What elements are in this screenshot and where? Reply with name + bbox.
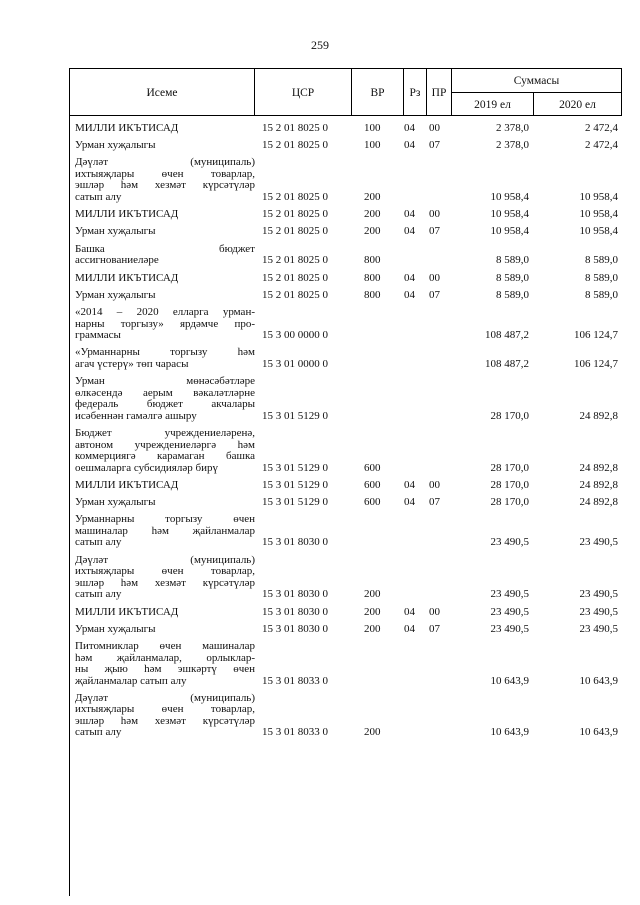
row-value-2020: 8 589,0: [585, 288, 618, 301]
row-name-line: эшләр һәм хезмәт күрсәтүләр: [75, 715, 255, 727]
row-name: [75, 226, 255, 238]
row-name-line: эшләр һәм хезмәт күрсәтүләр: [75, 180, 255, 192]
row-name-line: сатып алу: [75, 589, 122, 601]
row-name-line: исәбеннән гамәлгә ашыру: [75, 410, 197, 422]
row-vr: 200: [364, 208, 381, 221]
table-row: [0, 492, 640, 509]
row-name-line: Урман хуҗалыгы: [75, 226, 156, 238]
row-name: [75, 555, 255, 601]
row-value-2019: 23 490,5: [490, 605, 529, 618]
row-csr: 15 3 01 8033 0: [262, 674, 328, 687]
table-body: [0, 118, 640, 740]
row-csr: 15 3 01 0000 0: [262, 357, 328, 370]
row-name: [75, 641, 255, 687]
row-value-2019: 10 958,4: [490, 208, 529, 221]
table-row: [0, 204, 640, 221]
row-pr: 07: [429, 139, 440, 152]
row-name: [75, 347, 255, 370]
row-name-line: МИЛЛИ ИКЪТИСАД: [75, 209, 179, 221]
table-row: [0, 118, 640, 135]
row-name-line: «Урманнарны торгызу һәм: [75, 347, 255, 359]
row-name: [75, 693, 255, 739]
row-name-line: Дәүләт (муниципаль): [75, 157, 255, 169]
row-pr: 00: [429, 208, 440, 221]
row-name-line: Питомниклар өчен машиналар: [75, 641, 255, 653]
row-value-2020: 2 472,4: [585, 121, 618, 134]
row-name-line: МИЛЛИ ИКЪТИСАД: [75, 479, 179, 491]
row-name: [75, 514, 255, 549]
row-csr: 15 2 01 8025 0: [262, 288, 328, 301]
row-value-2019: 10 958,4: [490, 190, 529, 203]
row-vr: 600: [364, 461, 381, 474]
row-value-2019: 23 490,5: [490, 622, 529, 635]
row-name-line: җайланмалар сатып алу: [75, 675, 187, 687]
row-value-2020: 24 892,8: [579, 461, 618, 474]
header-vr: ВР: [351, 68, 403, 116]
row-value-2019: 23 490,5: [490, 588, 529, 601]
row-vr: 600: [364, 496, 381, 509]
row-name-line: Урман хуҗалыгы: [75, 497, 156, 509]
row-name-line: агач үстерү» төп чарасы: [75, 358, 189, 370]
table-row: [0, 371, 640, 423]
table-row: [0, 423, 640, 475]
row-value-2020: 23 490,5: [579, 605, 618, 618]
row-rz: 04: [404, 622, 415, 635]
row-value-2019: 28 170,0: [490, 496, 529, 509]
row-csr: 15 2 01 8025 0: [262, 139, 328, 152]
table-row: [0, 135, 640, 152]
table-header: [69, 68, 622, 116]
row-name: [75, 607, 255, 619]
row-value-2019: 108 487,2: [485, 357, 529, 370]
row-vr: 200: [364, 726, 381, 739]
row-value-2020: 10 958,4: [579, 208, 618, 221]
row-name-line: Дәүләт (муниципаль): [75, 554, 255, 566]
row-rz: 04: [404, 139, 415, 152]
row-vr: 600: [364, 478, 381, 491]
row-pr: 00: [429, 478, 440, 491]
row-pr: 07: [429, 496, 440, 509]
row-vr: 200: [364, 605, 381, 618]
row-name: [75, 307, 255, 342]
table-row: [0, 510, 640, 550]
row-csr: 15 3 01 8030 0: [262, 622, 328, 635]
header-sums: Суммасы: [451, 68, 622, 92]
row-name-line: МИЛЛИ ИКЪТИСАД: [75, 272, 179, 284]
row-name: [75, 624, 255, 636]
row-vr: 800: [364, 254, 381, 267]
table-row: [0, 285, 640, 302]
row-vr: 200: [364, 225, 381, 238]
row-value-2020: 106 124,7: [574, 329, 618, 342]
page-number: 259: [311, 38, 329, 52]
table-row: [0, 636, 640, 688]
row-name: [75, 244, 255, 267]
row-pr: 00: [429, 121, 440, 134]
table-row: [0, 153, 640, 205]
table-row: [0, 688, 640, 740]
row-value-2019: 28 170,0: [490, 478, 529, 491]
row-name-line: МИЛЛИ ИКЪТИСАД: [75, 122, 179, 134]
row-value-2020: 8 589,0: [585, 254, 618, 267]
row-csr: 15 2 01 8025 0: [262, 271, 328, 284]
row-csr: 15 2 01 8025 0: [262, 190, 328, 203]
row-pr: 00: [429, 605, 440, 618]
row-name-line: федераль бюджет акчалары: [75, 399, 255, 411]
row-name: [75, 140, 255, 152]
row-name-line: автоном учреждениеләргә һәм: [75, 439, 255, 451]
table-row: [0, 239, 640, 268]
row-name: [75, 123, 255, 135]
row-value-2020: 23 490,5: [579, 536, 618, 549]
row-name-line: Урман мөнәсәбәтләре: [75, 376, 255, 388]
row-vr: 200: [364, 588, 381, 601]
row-pr: 07: [429, 288, 440, 301]
row-vr: 200: [364, 190, 381, 203]
row-vr: 800: [364, 288, 381, 301]
table-row: [0, 550, 640, 602]
row-name-line: ассигнованиеләре: [75, 255, 159, 267]
row-csr: 15 2 01 8025 0: [262, 121, 328, 134]
header-rz: Рз: [403, 68, 426, 116]
row-name-line: Урман хуҗалыгы: [75, 140, 156, 152]
row-value-2020: 8 589,0: [585, 271, 618, 284]
row-name-line: өлкәсендә аерым вәкаләтләрне: [75, 387, 255, 399]
row-value-2020: 10 643,9: [579, 726, 618, 739]
row-value-2019: 8 589,0: [496, 254, 529, 267]
row-vr: 100: [364, 139, 381, 152]
header-bottom-rule: [69, 115, 622, 116]
row-value-2020: 10 958,4: [579, 190, 618, 203]
row-value-2020: 106 124,7: [574, 357, 618, 370]
row-csr: 15 3 01 8030 0: [262, 588, 328, 601]
row-rz: 04: [404, 208, 415, 221]
row-name-line: коммерциягә карамаган башка: [75, 451, 255, 463]
row-name: [75, 290, 255, 302]
row-name: [75, 376, 255, 422]
header-csr: ЦСР: [254, 68, 351, 116]
row-rz: 04: [404, 288, 415, 301]
row-name-line: Урман хуҗалыгы: [75, 289, 156, 301]
row-name-line: машиналар һәм җайланмалар: [75, 525, 255, 537]
row-name-line: Урманнарны торгызу өчен: [75, 514, 255, 526]
row-csr: 15 3 01 5129 0: [262, 461, 328, 474]
row-csr: 15 3 01 8030 0: [262, 536, 328, 549]
row-csr: 15 2 01 8025 0: [262, 208, 328, 221]
row-value-2019: 10 643,9: [490, 674, 529, 687]
row-vr: 800: [364, 271, 381, 284]
row-name: [75, 480, 255, 492]
table-row: [0, 268, 640, 285]
table-row: [0, 343, 640, 372]
table-row: [0, 602, 640, 619]
row-name-line: Башка бюджет: [75, 243, 255, 255]
row-pr: 07: [429, 225, 440, 238]
row-name-line: «2014 – 2020 елларга урман-: [75, 307, 255, 319]
row-value-2019: 10 958,4: [490, 225, 529, 238]
row-csr: 15 3 00 0000 0: [262, 329, 328, 342]
row-name-line: эшләр һәм хезмәт күрсәтүләр: [75, 577, 255, 589]
row-name-line: оешмаларга субсидияләр бирү: [75, 462, 218, 474]
row-csr: 15 2 01 8025 0: [262, 254, 328, 267]
row-name-line: Дәүләт (муниципаль): [75, 692, 255, 704]
table-row: [0, 619, 640, 636]
row-name-line: граммасы: [75, 330, 121, 342]
row-value-2020: 10 643,9: [579, 674, 618, 687]
row-value-2019: 23 490,5: [490, 536, 529, 549]
row-value-2020: 24 892,8: [579, 496, 618, 509]
row-name-line: нарны торгызу» ярдәмче про-: [75, 318, 255, 330]
row-value-2019: 2 378,0: [496, 139, 529, 152]
header-name: Исеме: [69, 68, 254, 116]
row-csr: 15 2 01 8025 0: [262, 225, 328, 238]
row-value-2019: 10 643,9: [490, 726, 529, 739]
row-csr: 15 3 01 5129 0: [262, 496, 328, 509]
table-row: [0, 222, 640, 239]
row-name-line: Урман хуҗалыгы: [75, 623, 156, 635]
row-name-line: ихтыяҗлары өчен товарлар,: [75, 704, 255, 716]
row-value-2020: 23 490,5: [579, 588, 618, 601]
row-value-2019: 8 589,0: [496, 288, 529, 301]
row-csr: 15 3 01 5129 0: [262, 478, 328, 491]
table-row: [0, 302, 640, 342]
row-name-line: сатып алу: [75, 191, 122, 203]
row-value-2019: 8 589,0: [496, 271, 529, 284]
row-csr: 15 3 01 5129 0: [262, 409, 328, 422]
row-csr: 15 3 01 8033 0: [262, 726, 328, 739]
row-name: [75, 209, 255, 221]
row-vr: 100: [364, 121, 381, 134]
row-rz: 04: [404, 121, 415, 134]
row-name-line: ихтыяҗлары өчен товарлар,: [75, 168, 255, 180]
row-value-2020: 24 892,8: [579, 478, 618, 491]
row-name: [75, 273, 255, 285]
row-vr: 200: [364, 622, 381, 635]
header-year-2020: 2020 ел: [533, 92, 622, 116]
row-name: [75, 497, 255, 509]
row-name-line: МИЛЛИ ИКЪТИСАД: [75, 606, 179, 618]
row-value-2020: 23 490,5: [579, 622, 618, 635]
row-pr: 07: [429, 622, 440, 635]
row-csr: 15 3 01 8030 0: [262, 605, 328, 618]
row-name: [75, 428, 255, 474]
row-rz: 04: [404, 496, 415, 509]
row-name-line: һәм җайланмалар, орлыклар-: [75, 652, 255, 664]
row-value-2020: 10 958,4: [579, 225, 618, 238]
row-rz: 04: [404, 225, 415, 238]
row-name-line: ны җыю һәм эшкәртү өчен: [75, 664, 255, 676]
row-value-2019: 28 170,0: [490, 409, 529, 422]
row-name-line: Бюджет учреждениеләренә,: [75, 428, 255, 440]
row-rz: 04: [404, 478, 415, 491]
row-value-2019: 108 487,2: [485, 329, 529, 342]
header-pr: ПР: [426, 68, 451, 116]
row-rz: 04: [404, 605, 415, 618]
row-value-2020: 2 472,4: [585, 139, 618, 152]
row-value-2019: 2 378,0: [496, 121, 529, 134]
row-pr: 00: [429, 271, 440, 284]
row-name: [75, 157, 255, 203]
row-rz: 04: [404, 271, 415, 284]
header-year-2019: 2019 ел: [451, 92, 533, 116]
row-name-line: ихтыяҗлары өчен товарлар,: [75, 566, 255, 578]
row-value-2020: 24 892,8: [579, 409, 618, 422]
row-value-2019: 28 170,0: [490, 461, 529, 474]
row-name-line: сатып алу: [75, 537, 122, 549]
row-name-line: сатып алу: [75, 727, 122, 739]
table-row: [0, 475, 640, 492]
